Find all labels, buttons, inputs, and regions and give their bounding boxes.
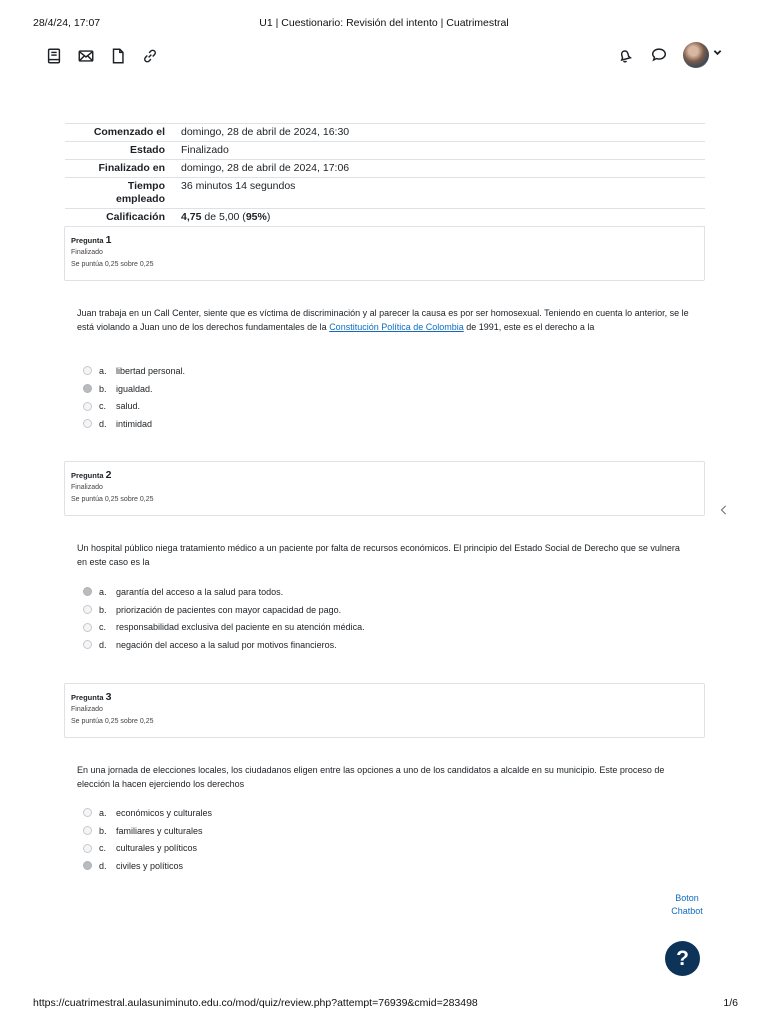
radio-button-selected[interactable] <box>83 587 92 596</box>
option-label: salud. <box>116 401 141 412</box>
radio-button[interactable] <box>83 640 92 649</box>
help-button[interactable]: ? <box>665 941 700 976</box>
option-label: económicos y culturales <box>116 807 213 818</box>
option-letter: d. <box>99 639 107 650</box>
question-prefix: Pregunta <box>71 236 104 245</box>
answer-option[interactable] <box>83 618 365 636</box>
option-label: igualdad. <box>116 383 153 394</box>
answer-option[interactable] <box>83 601 365 619</box>
summary-value: domingo, 28 de abril de 2024, 17:06 <box>181 162 350 174</box>
radio-button[interactable] <box>83 623 92 632</box>
print-title: U1 | Cuestionario: Revisión del intento | Cuatrimestral <box>259 17 509 29</box>
top-navbar <box>40 42 728 72</box>
option-letter: b. <box>99 604 107 615</box>
option-label: priorización de pacientes con mayor capacidad de pago. <box>116 604 342 615</box>
grade-middle: de 5,00 ( <box>201 211 246 223</box>
link-icon[interactable] <box>140 46 160 66</box>
summary-value: Finalizado <box>181 144 229 156</box>
summary-value: 36 minutos 14 segundos <box>181 180 296 192</box>
summary-row <box>65 142 705 160</box>
avatar[interactable] <box>683 42 709 68</box>
mail-icon[interactable] <box>76 46 96 66</box>
question-grade: Se puntúa 0,25 sobre 0,25 <box>71 718 154 725</box>
question-grade: Se puntúa 0,25 sobre 0,25 <box>71 496 154 503</box>
option-label: familiares y culturales <box>116 825 203 836</box>
answer-option[interactable] <box>83 804 212 822</box>
answer-option[interactable] <box>83 397 185 415</box>
grade-value <box>175 209 705 227</box>
user-menu[interactable] <box>683 42 722 68</box>
option-letter: c. <box>99 843 107 854</box>
radio-button[interactable] <box>83 808 92 817</box>
option-letter: b. <box>99 383 107 394</box>
attempt-summary-table <box>65 123 705 227</box>
book-icon[interactable] <box>44 46 64 66</box>
answer-option[interactable] <box>83 583 365 601</box>
summary-row <box>65 178 705 209</box>
question-number <box>71 469 698 481</box>
answer-list-3 <box>83 804 212 875</box>
summary-value: domingo, 28 de abril de 2024, 16:30 <box>181 126 350 138</box>
question-state: Finalizado <box>71 706 103 713</box>
option-label: negación del acceso a la salud por motivos financieros. <box>116 639 337 650</box>
option-letter: d. <box>99 418 107 429</box>
summary-label: Estado <box>129 144 165 156</box>
navbar-right-icons <box>615 42 722 68</box>
question-number <box>71 234 698 246</box>
question-number-value: 1 <box>105 234 112 246</box>
print-page-count: 1/6 <box>723 997 738 1009</box>
chatbot-image-alt: Boton Chatbot <box>671 893 703 916</box>
print-footer <box>33 997 738 1011</box>
summary-label: Finalizado en <box>98 162 165 174</box>
bell-icon[interactable] <box>615 45 635 65</box>
answer-list-1 <box>83 362 185 433</box>
grade-score: 4,75 <box>181 211 202 223</box>
option-label: libertad personal. <box>116 365 186 376</box>
answer-option[interactable] <box>83 636 365 654</box>
answer-option[interactable] <box>83 839 212 857</box>
option-letter: a. <box>99 807 107 818</box>
option-letter: a. <box>99 365 107 376</box>
option-letter: a. <box>99 586 107 597</box>
print-header <box>33 17 735 31</box>
summary-row <box>65 124 705 142</box>
chat-icon[interactable] <box>649 45 669 65</box>
radio-button-selected[interactable] <box>83 861 92 870</box>
option-label: culturales y políticos <box>116 843 198 854</box>
radio-button[interactable] <box>83 826 92 835</box>
radio-button[interactable] <box>83 605 92 614</box>
summary-row <box>65 160 705 178</box>
navbar-left-icons <box>44 46 160 66</box>
option-label: intimidad <box>116 418 153 429</box>
summary-label: Comenzado el <box>93 126 165 138</box>
radio-button[interactable] <box>83 844 92 853</box>
question-number <box>71 691 698 703</box>
answer-option[interactable] <box>83 362 185 380</box>
radio-button[interactable] <box>83 366 92 375</box>
radio-button[interactable] <box>83 402 92 411</box>
question-text-part: Juan trabaja en un Call Center, siente que es víctima de discriminación y al parecer la causa es por ser homosexual. Teniendo en cuenta lo anterior, se le está violando a Juan uno de los derechos fundamentales de la <box>77 308 689 332</box>
answer-option[interactable] <box>83 415 185 433</box>
option-letter: c. <box>99 622 107 633</box>
option-label: garantía del acceso a la salud para todos. <box>116 586 284 597</box>
question-number-value: 2 <box>105 469 112 481</box>
answer-option[interactable] <box>83 380 185 398</box>
summary-row <box>65 209 705 227</box>
answer-option[interactable] <box>83 857 212 875</box>
print-url: https://cuatrimestral.aulasuniminuto.edu.co/mod/quiz/review.php?attempt=76939&cmid=283498 <box>33 997 478 1009</box>
print-date: 28/4/24, 17:07 <box>33 17 101 29</box>
question-state: Finalizado <box>71 484 103 491</box>
question-info-2 <box>64 461 705 516</box>
answer-option[interactable] <box>83 822 212 840</box>
option-label: responsabilidad exclusiva del paciente en su atención médica. <box>116 622 365 633</box>
question-prefix: Pregunta <box>71 471 104 480</box>
grade-end: ) <box>266 211 271 223</box>
question-text-2: Un hospital público niega tratamiento médico a un paciente por falta de recursos económicos. El principio del Estado Social de Derecho que se vulnera en este caso es la <box>77 543 680 567</box>
option-label: civiles y políticos <box>116 860 184 871</box>
summary-label: Tiempo empleado <box>115 180 165 205</box>
chatbot-button[interactable] <box>662 892 712 932</box>
constitution-link[interactable]: Constitución Política de Colombia <box>329 322 464 332</box>
option-letter: b. <box>99 825 107 836</box>
question-text-3: En una jornada de elecciones locales, los ciudadanos eligen entre las opciones a uno de los candidatos a alcalde en su municipio. Este proceso de elección la hacen ejerciendo los derechos <box>77 765 665 789</box>
question-text-1 <box>77 306 691 334</box>
radio-button[interactable] <box>83 419 92 428</box>
option-letter: c. <box>99 401 107 412</box>
grade-percent: 95% <box>245 211 267 223</box>
question-number-value: 3 <box>105 691 112 703</box>
question-prefix: Pregunta <box>71 693 104 702</box>
question-info-3 <box>64 683 705 738</box>
question-state: Finalizado <box>71 249 103 256</box>
chevron-down-icon[interactable] <box>713 48 722 60</box>
document-icon[interactable] <box>108 46 128 66</box>
drawer-toggle-icon[interactable] <box>719 504 731 518</box>
answer-list-2 <box>83 583 365 654</box>
option-letter: d. <box>99 860 107 871</box>
summary-label: Calificación <box>106 211 165 223</box>
question-text-part: de 1991, este es el derecho a la <box>463 322 595 332</box>
question-info-1 <box>64 226 705 281</box>
radio-button-selected[interactable] <box>83 384 92 393</box>
question-grade: Se puntúa 0,25 sobre 0,25 <box>71 261 154 268</box>
